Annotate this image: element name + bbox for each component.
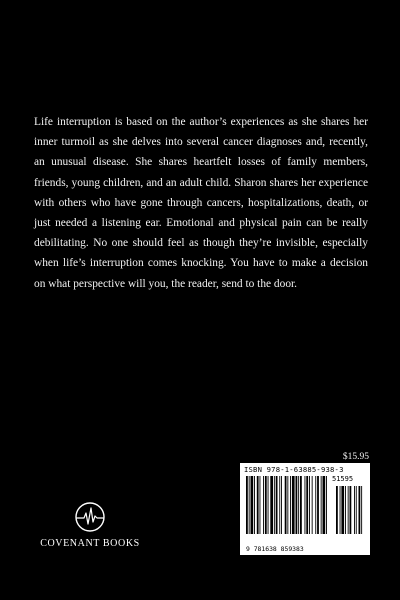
- barcode-bar: [296, 476, 298, 534]
- barcode-bar: [306, 476, 308, 534]
- circle-pulse-icon: [73, 500, 107, 534]
- barcode-bar: [268, 476, 269, 534]
- barcode-bar: [263, 476, 264, 534]
- barcode-number: 9 781638 859383: [246, 545, 304, 553]
- addon-bar: [341, 486, 344, 534]
- barcode-bar: [251, 476, 254, 534]
- barcode-bar: [323, 476, 326, 534]
- barcode-bar: [287, 476, 288, 534]
- barcode-bar: [270, 476, 273, 534]
- isbn-text: ISBN 978-1-63885-938-3: [244, 465, 344, 474]
- barcode-bar: [300, 476, 302, 534]
- barcode-bar: [305, 476, 306, 534]
- addon-bar: [340, 486, 341, 534]
- barcode-bar: [246, 476, 248, 534]
- barcode-bar: [265, 476, 267, 534]
- barcode-bar: [326, 476, 327, 534]
- barcode-bar: [292, 476, 295, 534]
- barcode-bar: [321, 476, 322, 534]
- barcode-bar: [285, 476, 287, 534]
- price-label: $15.95: [342, 452, 369, 462]
- barcode-bar: [254, 476, 255, 534]
- back-cover-blurb: Life interruption is based on the author’s experiences as she shares her inner turmoil as she delves into several cancer diagnoses and, recently, an unusual disease. She shares heartfelt losses of family members, friends, young children, and an adult child. Sharon shares her experience with others who have gone through cancers, hospitalizations, death, or just needed a listening ear. Emotional and physical pain can be really debilitating. No one should feel as though they’re invisible, especially when life’s interruption comes knocking. You have to make a decision on what perspective will you, the reader, send to the door.: [34, 116, 368, 290]
- barcode-bar: [290, 476, 291, 534]
- addon-bar: [354, 486, 355, 534]
- addon-bar: [350, 486, 352, 534]
- barcode-bar: [309, 476, 310, 534]
- addon-bar: [359, 486, 361, 534]
- addon-bar: [345, 486, 346, 534]
- barcode-bars: [246, 476, 364, 542]
- barcode-bar: [276, 476, 278, 534]
- barcode-bar: [257, 476, 259, 534]
- isbn-barcode: [240, 463, 370, 555]
- addon-bar: [348, 486, 349, 534]
- barcode-bar: [281, 476, 282, 534]
- barcode-bar: [279, 476, 280, 534]
- barcode-bar: [317, 476, 319, 534]
- barcode-bar: [249, 476, 250, 534]
- barcode-bar: [298, 476, 299, 534]
- addon-bar: [336, 486, 338, 534]
- barcode-bar: [274, 476, 275, 534]
- barcode-bar: [315, 476, 316, 534]
- publisher-logo: [40, 500, 140, 549]
- addon-bar: [361, 486, 362, 534]
- publisher-name: COVENANT BOOKS: [40, 538, 140, 549]
- barcode-bar: [260, 476, 261, 534]
- barcode-bar: [312, 476, 313, 534]
- price-code: 51595: [332, 475, 354, 483]
- addon-bar: [356, 486, 357, 534]
